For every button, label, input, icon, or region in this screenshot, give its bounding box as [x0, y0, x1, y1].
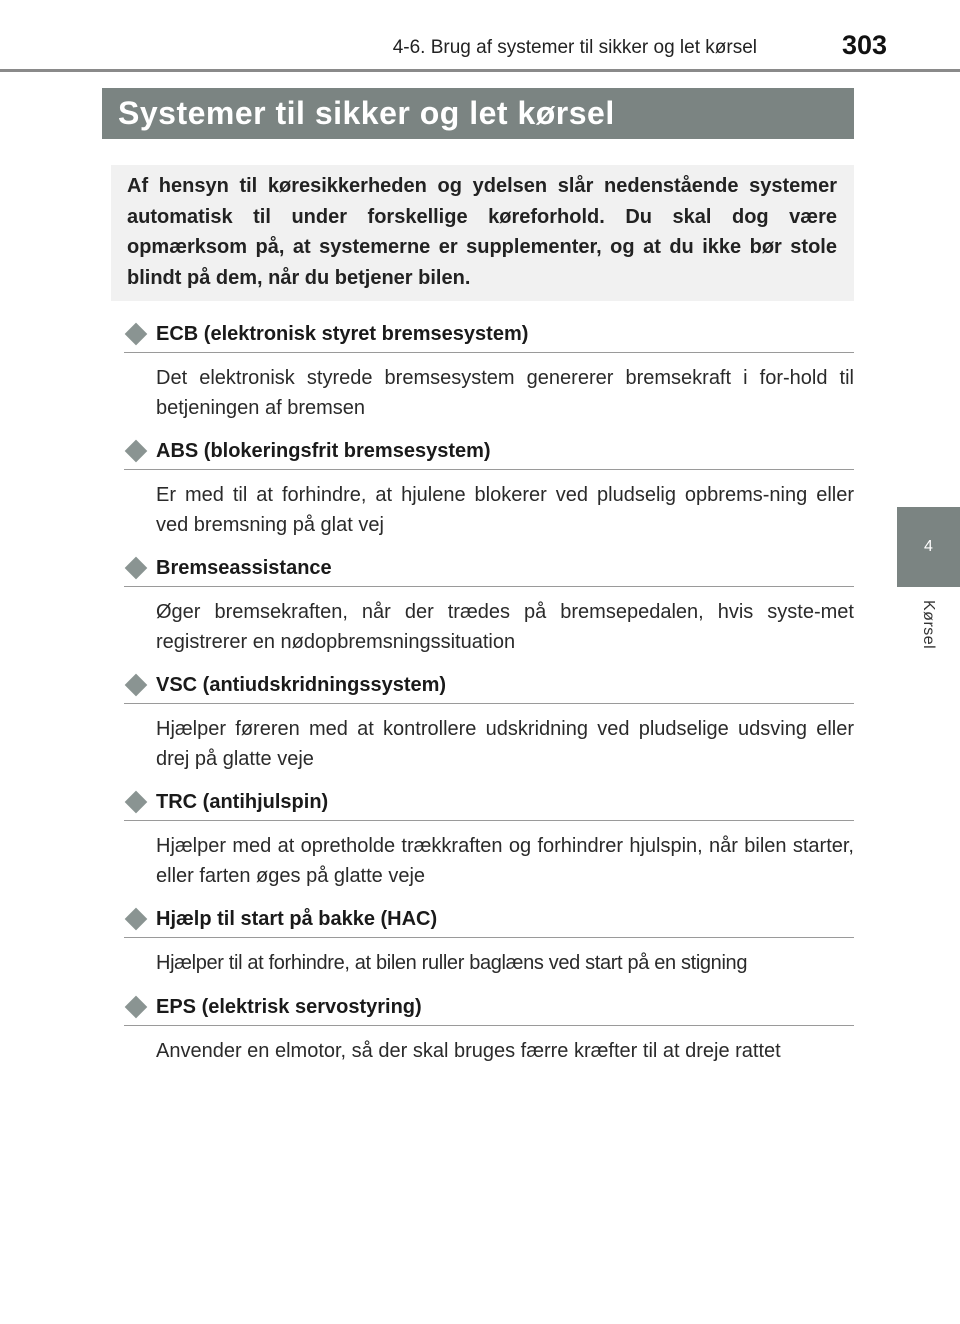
intro-box: [111, 165, 854, 301]
list-item: [124, 786, 854, 903]
item-title: TRC (antihjulspin): [156, 790, 329, 813]
item-title: ABS (blokeringsfrit bremsesystem): [156, 439, 491, 462]
system-list: [124, 318, 854, 1108]
item-description: Øger bremsekraften, når der trædes på bremsepedalen, hvis syste-met registrerer en nødopbremsningssituation: [156, 601, 854, 653]
item-heading: [124, 435, 854, 470]
item-description: Hjælper føreren med at kontrollere udskridning ved pludselige udsving eller drej på glatte veje: [156, 718, 854, 770]
page-header: [0, 0, 960, 70]
diamond-bullet-icon: [125, 674, 148, 697]
diamond-bullet-icon: [125, 908, 148, 931]
item-title: Bremseassistance: [156, 556, 332, 579]
list-item: [124, 435, 854, 552]
section-title: Systemer til sikker og let kørsel: [102, 88, 854, 139]
diamond-bullet-icon: [125, 791, 148, 814]
running-header-title: 4-6. Brug af systemer til sikker og let kørsel: [392, 37, 757, 58]
chapter-tab: 4: [897, 507, 960, 587]
header-rule: [0, 69, 960, 72]
list-item: [124, 669, 854, 786]
item-heading: [124, 786, 854, 821]
item-title: VSC (antiudskridningssystem): [156, 673, 447, 696]
item-description: Anvender en elmotor, så der skal bruges færre kræfter til at dreje rattet: [156, 1040, 781, 1062]
item-description: Er med til at forhindre, at hjulene blokerer ved pludselig opbrems-ning eller ved bremsning på glat vej: [156, 484, 854, 536]
diamond-bullet-icon: [125, 557, 148, 580]
item-heading: [124, 318, 854, 353]
diamond-bullet-icon: [125, 323, 148, 346]
chapter-label: Kørsel: [920, 600, 937, 650]
item-title: EPS (elektrisk servostyring): [156, 995, 422, 1018]
item-title: Hjælp til start på bakke (HAC): [156, 907, 438, 930]
item-description: Det elektronisk styrede bremsesystem genererer bremsekraft i for-hold til betjeningen af bremsen: [156, 367, 854, 419]
diamond-bullet-icon: [125, 996, 148, 1019]
list-item: [124, 552, 854, 669]
item-heading: [124, 552, 854, 587]
item-description: Hjælper til at forhindre, at bilen ruller baglæns ved start på en stigning: [156, 952, 748, 974]
intro-text: Af hensyn til køresikkerheden og ydelsen slår nedenstående systemer automatisk til under forskellige køreforhold. Du skal dog være opmærksom på, at systemerne er supplementer, og at du ikke bør stole blindt på dem, når du betjener bilen.: [127, 175, 837, 289]
item-heading: [124, 903, 854, 938]
item-title: ECB (elektronisk styret bremsesystem): [156, 322, 529, 345]
item-description: Hjælper med at opretholde trækkraften og forhindrer hjulspin, når bilen starter, eller farten øges på glatte veje: [156, 835, 854, 887]
list-item: [124, 318, 854, 435]
page-number: 303: [841, 30, 887, 60]
item-heading: [124, 669, 854, 704]
list-item: [124, 991, 854, 1108]
list-item: [124, 903, 854, 991]
diamond-bullet-icon: [125, 440, 148, 463]
item-heading: [124, 991, 854, 1026]
